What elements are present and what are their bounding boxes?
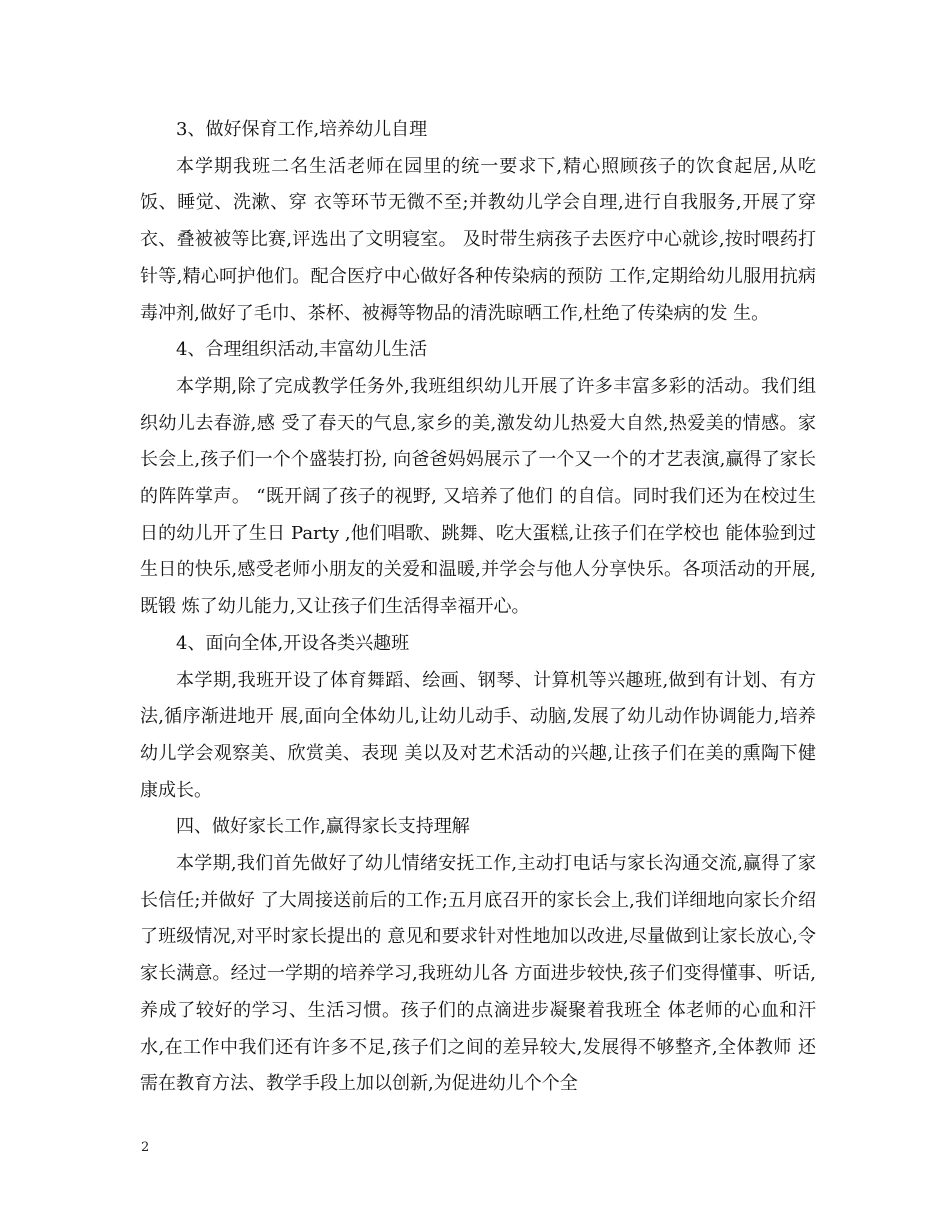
section-heading-parents: 四、做好家长工作,赢得家长支持理解: [176, 816, 470, 838]
section-heading-3: 3、做好保育工作,培养幼儿自理: [176, 119, 428, 140]
paragraph-childcare: 本学期我班二名生活老师在园里的统一要求下,精心照顾孩子的饮食起居,从吃饭、睡觉、洗漱、穿 衣等环节无微不至;并教幼儿学会自理,进行自我服务,开展了穿衣、叠被被等比赛,评选出了文明寝室。 及时带生病孩子去医疗中心就诊,按时喂药打针等,精心呵护他们。配合医疗中心做好各种传染病的预防 工作,定期给幼儿服用抗病毒冲剂,做好了毛巾、茶杯、被褥等物品的清洗晾晒工作,杜绝了传染病的发 生。: [140, 155, 816, 324]
page-number: 2: [141, 1140, 150, 1155]
section-heading-4-interest-classes: 4、面向全体,开设各类兴趣班: [176, 632, 410, 654]
document-body: [140, 112, 816, 1103]
paragraph-parents: 本学期,我们首先做好了幼儿情绪安抚工作,主动打电话与家长沟通交流,赢得了家长信任;并做好 了大周接送前后的工作;五月底召开的家长会上,我们详细地向家长介绍了班级情况,对平时家长提出的 意见和要求针对性地加以改进,尽量做到让家长放心,令家长满意。经过一学期的培养学习,我班幼儿各 方面进步较快,孩子们变得懂事、听话,养成了较好的学习、生活习惯。孩子们的点滴进步凝聚着我班全 体老师的心血和汗水,在工作中我们还有许多不足,孩子们之间的差异较大,发展得不够整齐,全体教师 还需在教育方法、教学手段上加以创新,为促进幼儿个个全: [140, 853, 816, 1095]
paragraph-interest-classes: 本学期,我班开设了体育舞蹈、绘画、钢琴、计算机等兴趣班,做到有计划、有方法,循序渐进地开 展,面向全体幼儿,让幼儿动手、动脑,发展了幼儿动作协调能力,培养幼儿学会观察美、欣赏美、表现 美以及对艺术活动的兴趣,让孩子们在美的熏陶下健康成长。: [140, 669, 816, 801]
section-heading-4-activities: 4、合理组织活动,丰富幼儿生活: [176, 339, 428, 361]
paragraph-activities: 本学期,除了完成教学任务外,我班组织幼儿开展了许多丰富多彩的活动。我们组织幼儿去春游,感 受了春天的气息,家乡的美,激发幼儿热爱大自然,热爱美的情感。家长会上,孩子们一个个盛装打扮, 向爸爸妈妈展示了一个又一个的才艺表演,赢得了家长的阵阵掌声。 “既开阔了孩子的视野, 又培养了他们 的自信。同时我们还为在校过生日的幼儿开了生日 Party ,他们唱歌、跳舞、吃大蛋糕,让孩子们在学校也 能体验到过生日的快乐,感受老师小朋友的关爱和温暖,并学会与他人分享快乐。各项活动的开展,既锻 炼了幼儿能力,又让孩子们生活得幸福开心。: [140, 375, 816, 618]
